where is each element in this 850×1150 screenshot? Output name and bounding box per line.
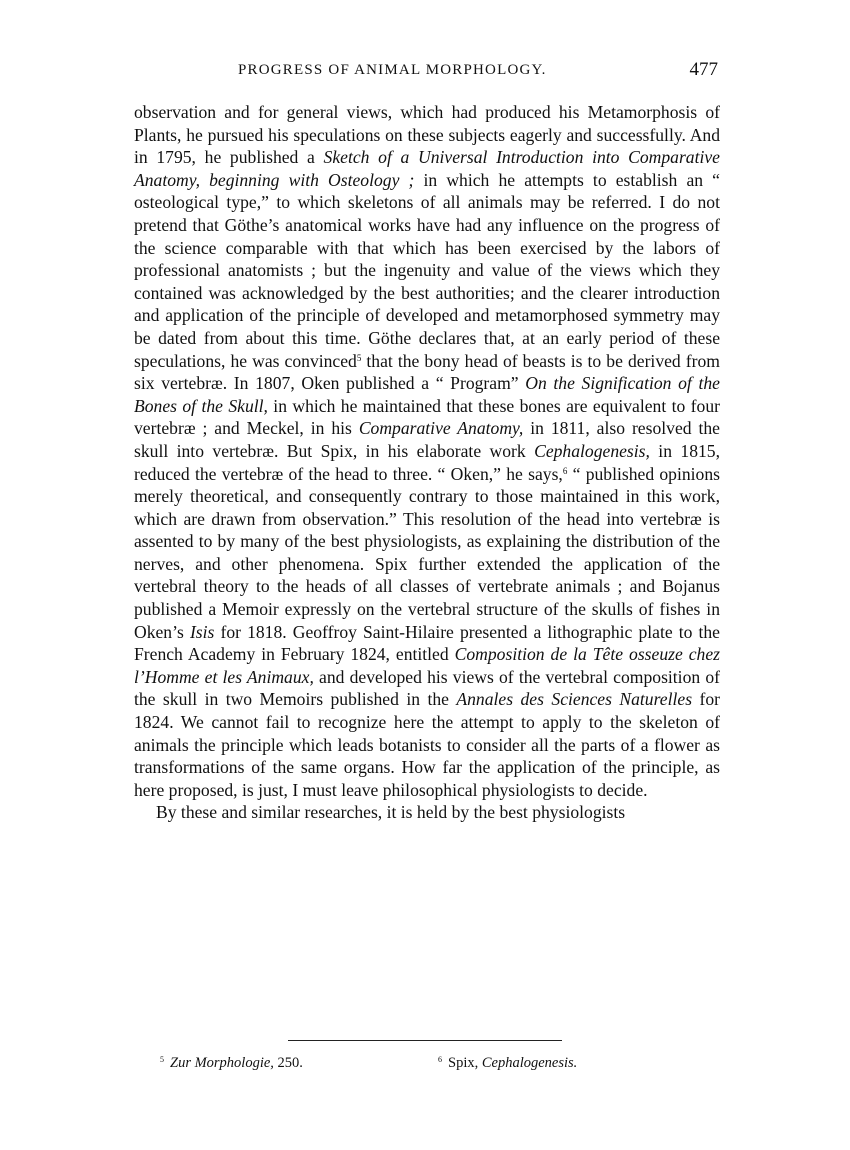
text-run: that the bony head of beasts is to be derived from six vertebræ. In 1807, Oken published a “ Program” [134,350,720,394]
text-run: in which he attempts to establish an “ osteological type,” to which skeletons of all animals may be referred. I do not pretend that Göthe’s anatomical works have had any influence on the progress of the science comparable with that which has been exercised by the labors of professional anatomists ; but the ingenuity and value of the views which they contained was acknowledged by the best authorities; and the clearer introduction and application of the principle of developed and metamorphosed symmetry may be dated from about this time. Göthe declares that, at an early period of these speculations, he was convinced [134,169,720,371]
footnote-5 [160,1055,303,1072]
text-run: “ published opinions merely theoretical, and consequently contrary to those maintained in this work, which are drawn from observation.” This resolution of the head into vertebræ is assented to by many of the best physiologists, as explaining the distribution of the nerves, and other phenomena. Spix further extended the application of the vertebral theory to the heads of all classes of vertebrate animals ; and Bojanus published a Memoir expressly on the vertebral structure of the skulls of fishes in Oken’s [134,463,720,642]
footnote-divider [288,1040,562,1041]
footnote-text: 250. [273,1055,303,1071]
text-run: in which he maintained that these bones are equivalent to four vertebræ ; and Meckel, in his [134,395,720,439]
body-text [134,101,720,824]
work-title-oken: On the Signification of the Bones of the Skull, [134,373,720,416]
footnote-marker: 5 [160,1055,164,1064]
work-title-sketch: Sketch of a Universal Introduction into Comparative Anatomy, beginning with Osteology ; [134,147,720,190]
paragraph-1 [134,101,720,801]
text-run: observation and for general views, which had produced his Metamorphosis of Plants, he pursued his speculations on these subjects eagerly and successfully. And in 1795, he published a [134,102,720,168]
footnote-ref-5: 5 [356,352,362,363]
work-title-meckel: Comparative Anatomy, [358,418,524,439]
text-run: for 1818. Geoffroy Saint-Hilaire presented a lithographic plate to the French Academy in February 1824, entitled [134,621,720,665]
paragraph-2: By these and similar researches, it is held by the best physiologists [156,802,626,823]
text-run: and developed his views of the vertebral composition of the skull in two Memoirs published in the [134,666,720,710]
footnote-title: Cephalogenesis. [481,1055,578,1071]
running-head [134,59,720,86]
work-title-annales: Annales des Sciences Naturelles [456,689,693,710]
work-title-geoffroy: Composition de la Tête osseuze chez l’Homme et les Animaux, [134,644,720,687]
text-run: for 1824. We cannot fail to recognize here the attempt to apply to the skeleton of animals the principle which leads botanists to consider all the parts of a flower as transformations of the same organs. How far the application of the principle, as here proposed, is just, I must leave philosophical physiologists to decide. [134,689,720,800]
work-title-spix: Cephalogenesis, [534,440,650,461]
footnote-6 [438,1055,577,1072]
footnote-title: Zur Morphologie, [170,1055,274,1071]
work-title-isis: Isis [189,621,215,642]
page-number: 477 [689,59,718,80]
footnote-ref-6: 6 [562,465,568,476]
text-run: in 1811, also resolved the skull into vertebræ. But Spix, in his elaborate work [134,418,720,461]
text-run: in 1815, reduced the vertebræ of the head to three. “ Oken,” he says, [134,440,720,484]
footnote-marker: 6 [438,1055,442,1064]
running-title: PROGRESS OF ANIMAL MORPHOLOGY. [238,62,547,78]
footnote-text: Spix, [448,1055,482,1071]
